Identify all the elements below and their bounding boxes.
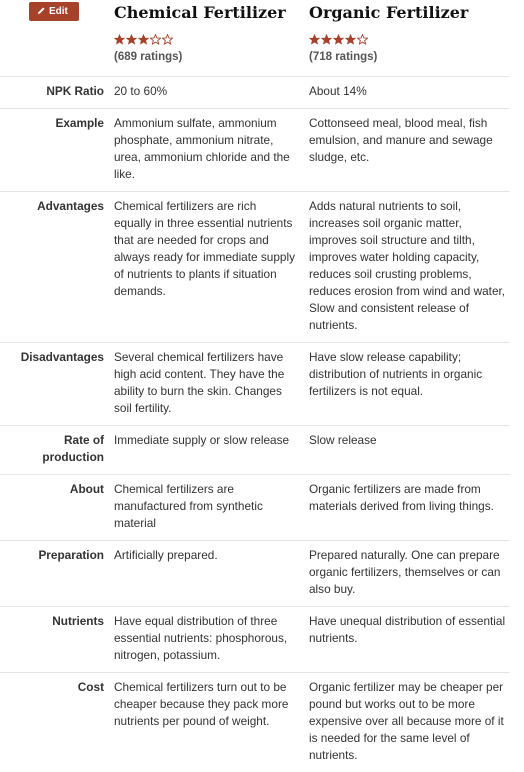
- table-row: [0, 77, 510, 109]
- table-row: [0, 541, 510, 607]
- chemical-value: Several chemical fertilizers have high acid content. They have the ability to burn the skin. Changes soil fertility.: [114, 343, 309, 426]
- row-label: Rate of production: [0, 426, 114, 475]
- star-empty-icon[interactable]: [150, 34, 161, 45]
- table-row: [0, 673, 510, 772]
- column-title-organic: Organic Fertilizer: [309, 0, 468, 26]
- organic-value: Adds natural nutrients to soil, increases soil organic matter, improves soil structure and tilth, improves water holding capacity, reduces soil crusting problems, reduces erosion from wind and water, Slow and consistent release of nutrients.: [309, 192, 510, 343]
- star-filled-icon[interactable]: [309, 34, 320, 45]
- star-filled-icon[interactable]: [138, 34, 149, 45]
- star-empty-icon[interactable]: [162, 34, 173, 45]
- table-row: [0, 343, 510, 426]
- table-row: [0, 426, 510, 475]
- column-title-chemical: Chemical Fertilizer: [114, 0, 286, 26]
- star-rating-chemical[interactable]: [114, 34, 286, 47]
- edit-label: Edit: [49, 6, 68, 17]
- row-label: Example: [0, 109, 114, 192]
- chemical-value: Chemical fertilizers are rich equally in three essential nutrients that are needed for crops and always ready for immediate supply of nutrients to plants if situation demands.: [114, 192, 309, 343]
- chemical-value: Chemical fertilizers turn out to be cheaper because they pack more nutrients per pound of weight.: [114, 673, 309, 772]
- organic-value: About 14%: [309, 77, 510, 109]
- star-filled-icon[interactable]: [114, 34, 125, 45]
- column-header-organic: [309, 0, 468, 65]
- star-empty-icon[interactable]: [357, 34, 368, 45]
- ratings-count-organic: (718 ratings): [309, 50, 468, 65]
- organic-value: Have unequal distribution of essential nutrients.: [309, 607, 510, 673]
- table-row: [0, 109, 510, 192]
- star-filled-icon[interactable]: [345, 34, 356, 45]
- pencil-icon: [37, 6, 46, 15]
- star-filled-icon[interactable]: [333, 34, 344, 45]
- ratings-count-chemical: (689 ratings): [114, 50, 286, 65]
- organic-value: Organic fertilizers are made from materials derived from living things.: [309, 475, 510, 541]
- chemical-value: Have equal distribution of three essential nutrients: phosphorous, nitrogen, potassium.: [114, 607, 309, 673]
- organic-value: Cottonseed meal, blood meal, fish emulsion, and manure and sewage sludge, etc.: [309, 109, 510, 192]
- table-row: [0, 607, 510, 673]
- row-label: About: [0, 475, 114, 541]
- star-filled-icon[interactable]: [126, 34, 137, 45]
- comparison-header: [0, 0, 524, 76]
- chemical-value: Chemical fertilizers are manufactured from synthetic material: [114, 475, 309, 541]
- chemical-value: Ammonium sulfate, ammonium phosphate, ammonium nitrate, urea, ammonium chloride and the like.: [114, 109, 309, 192]
- row-label: Preparation: [0, 541, 114, 607]
- edit-button[interactable]: [29, 2, 79, 21]
- star-rating-organic[interactable]: [309, 34, 468, 47]
- chemical-value: Artificially prepared.: [114, 541, 309, 607]
- row-label: Nutrients: [0, 607, 114, 673]
- organic-value: Organic fertilizer may be cheaper per pound but works out to be more expensive over all because more of it is needed for the same level of nutrients.: [309, 673, 510, 772]
- table-row: [0, 192, 510, 343]
- organic-value: Slow release: [309, 426, 510, 475]
- star-filled-icon[interactable]: [321, 34, 332, 45]
- table-row: [0, 475, 510, 541]
- row-label: Advantages: [0, 192, 114, 343]
- row-label: NPK Ratio: [0, 77, 114, 109]
- row-label: Cost: [0, 673, 114, 772]
- row-label: Disadvantages: [0, 343, 114, 426]
- comparison-table: [0, 76, 510, 772]
- column-header-chemical: [114, 0, 286, 65]
- chemical-value: 20 to 60%: [114, 77, 309, 109]
- organic-value: Have slow release capability; distribution of nutrients in organic fertilizers is not equal.: [309, 343, 510, 426]
- organic-value: Prepared naturally. One can prepare organic fertilizers, themselves or can also buy.: [309, 541, 510, 607]
- chemical-value: Immediate supply or slow release: [114, 426, 309, 475]
